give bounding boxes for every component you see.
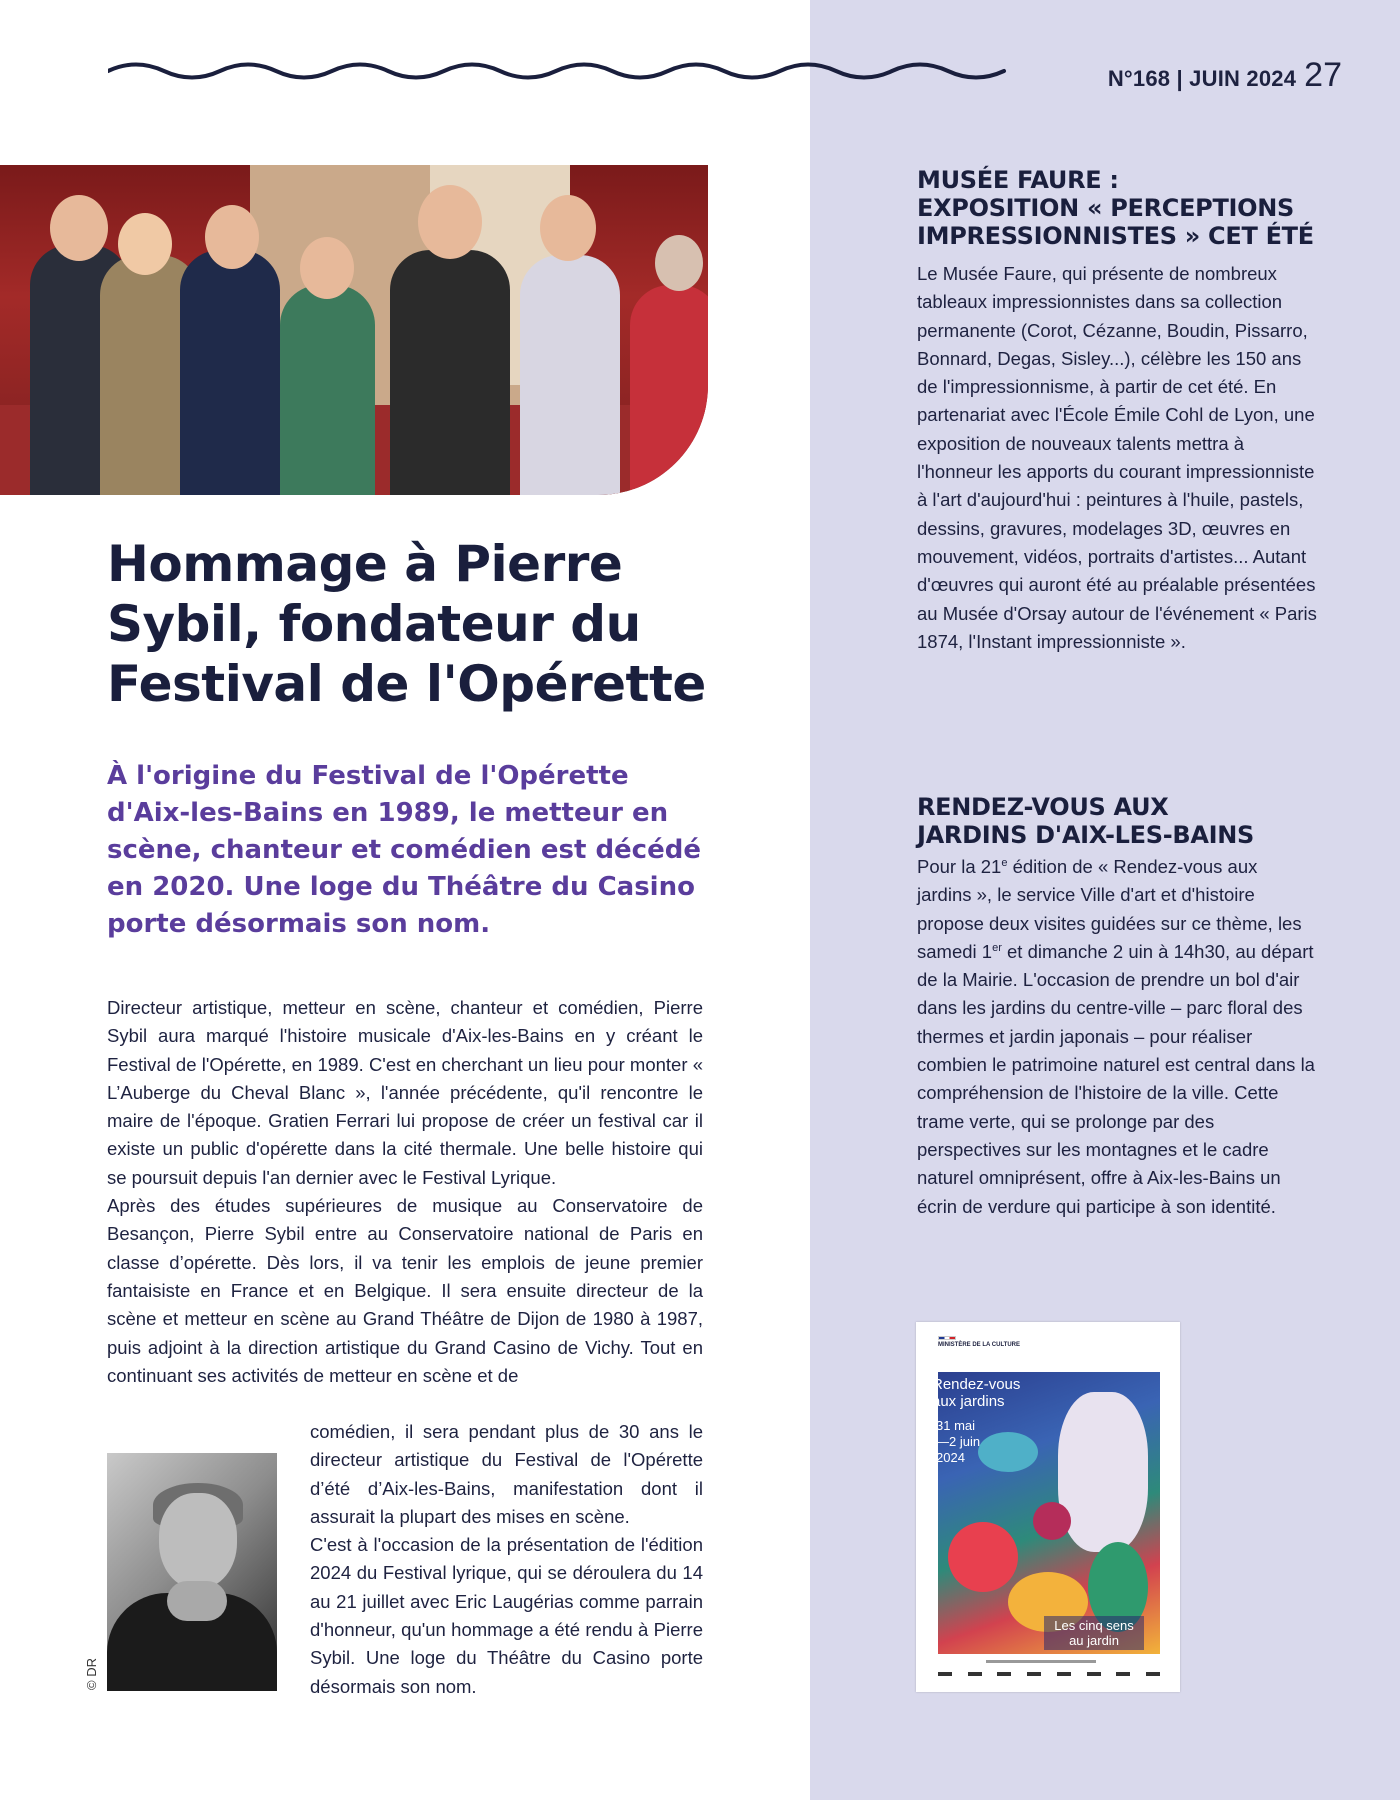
photo-person xyxy=(520,255,620,495)
gardens-section-title xyxy=(917,793,1317,849)
partner-logo xyxy=(1116,1672,1130,1676)
issue-label: N°168 | JUIN 2024 xyxy=(1107,66,1297,91)
article-title: Hommage à Pierre Sybil, fondateur du Festival de l'Opérette xyxy=(107,535,706,713)
poster-title xyxy=(932,1376,1020,1410)
photo-person xyxy=(390,250,510,495)
poster-shape xyxy=(1033,1502,1071,1540)
poster-shape xyxy=(978,1432,1038,1472)
portrait-face xyxy=(159,1493,237,1589)
article-paragraph: Après des études supérieures de musique au Conservatoire de Besançon, Pierre Sybil entre au Conservatoire national de Paris en classe d’opérette. Dès lors, il va tenir les emplois de jeune premier fantaisiste en France et en Belgique. Il sera ensuite directeur de la scène et metteur en scène au Grand Théâtre de Dijon de 1980 à 1987, puis adjoint à la direction artistique du Grand Casino de Vichy. Tout en continuant ses activités de metteur en scène et de xyxy=(107,1195,703,1386)
poster-tag-line: Les cinq sens xyxy=(1054,1618,1134,1633)
article-body-full-width xyxy=(107,994,703,1390)
partner-logo xyxy=(938,1672,952,1676)
photo-person-head xyxy=(118,213,172,275)
photo-person xyxy=(630,285,708,495)
title-line: JARDINS D'AIX-LES-BAINS xyxy=(917,821,1255,849)
partner-logo xyxy=(1057,1672,1071,1676)
article-lede: À l'origine du Festival de l'Opérette d'Aix-les-Bains en 1989, le metteur en scène, chanteur et comédien est décédé en 2020. Une loge du Théâtre du Casino porte désormais son nom. xyxy=(107,761,701,939)
photo-person xyxy=(180,250,280,495)
title-line: EXPOSITION « PERCEPTIONS xyxy=(917,194,1295,222)
museum-section-body: Le Musée Faure, qui présente de nombreux tableaux impressionnistes dans sa collection permanente (Corot, Cézanne, Boudin, Pissarro, Bonnard, Degas, Sisley...), célèbre les 150 ans de l'impressionnisme, à partir de cet été. En partenariat avec l'École Émile Cohl de Lyon, une exposition de nouveaux talents mettra à l'honneur les apports du courant impressionniste à l'art d'aujourd'hui : peintures à l'huile, pastels, dessins, gravures, modelages 3D, œuvres en mouvement, vidéos, portraits d'artistes... Autant d'œuvres qui auront été au préalable présentées au Musée d'Orsay autour de l'événement « Paris 1874, l'Instant impressionniste ». xyxy=(917,263,1317,652)
poster-shape xyxy=(948,1522,1018,1592)
poster-title-line: aux jardins xyxy=(932,1393,1005,1410)
page-number: 27 xyxy=(1304,56,1342,94)
ordinal-suffix: e xyxy=(1001,857,1008,869)
photo-person xyxy=(280,285,375,495)
title-line: MUSÉE FAURE : xyxy=(917,166,1119,194)
article-paragraph: comédien, il sera pendant plus de 30 ans le directeur artistique du Festival de l'Opérette d’été d’Aix-les-Bains, manifestation dont il assurait la plupart des mises en scène. xyxy=(310,1421,703,1527)
page-folio xyxy=(1108,56,1342,95)
photo-person-head xyxy=(300,237,354,299)
portrait-photo xyxy=(107,1453,277,1691)
museum-section-title xyxy=(917,166,1337,250)
body-segment: Pour la 21 xyxy=(917,856,1002,877)
article-paragraph: C'est à l'occasion de la présentation de l'édition 2024 du Festival lyrique, qui se déroulera du 14 au 21 juillet avec Eric Laugérias comme parrain d'honneur, qu'un hommage a été rendu à Pierre Sybil. Une loge du Théâtre du Casino porte désormais son nom. xyxy=(310,1534,703,1697)
photo-person-head xyxy=(540,195,596,261)
poster-date-line: 31 mai xyxy=(936,1418,976,1433)
group-photo xyxy=(0,165,708,495)
poster-date-line: 2024 xyxy=(936,1450,965,1465)
event-poster xyxy=(916,1322,1180,1692)
photo-person-head xyxy=(50,195,108,261)
poster-title-line: Rendez-vous xyxy=(932,1376,1021,1393)
partner-logo xyxy=(997,1672,1011,1676)
photo-person-head xyxy=(205,205,259,269)
poster-date-line: —2 juin xyxy=(936,1434,981,1449)
poster-url-line xyxy=(986,1660,1096,1663)
french-flag-icon xyxy=(938,1336,956,1340)
portrait-hand xyxy=(167,1581,227,1621)
decorative-wave-line xyxy=(108,58,1018,84)
partner-logo xyxy=(1027,1672,1041,1676)
body-segment: et dimanche 2 uin à 14h30, au départ de la Mairie. L'occasion de prendre un bol d'air dans les jardins du centre-ville – parc floral des thermes et jardin japonais – pour réaliser combien le patrimoine naturel est central dans la compréhension de l'histoire de la ville. Cette trame verte, qui se prolonge par des perspectives sur les montagnes et le cadre naturel omniprésent, offre à Aix-les-Bains un écrin de verdure qui participe à son identité. xyxy=(917,940,1315,1217)
poster-tag-line: au jardin xyxy=(1069,1633,1119,1648)
article-body-narrow xyxy=(310,1418,703,1701)
ministry-logo-text: MINISTÈRE DE LA CULTURE xyxy=(938,1342,1020,1348)
poster-partner-logos xyxy=(938,1672,1160,1678)
photo-person-head xyxy=(655,235,703,291)
ordinal-suffix: er xyxy=(992,941,1002,954)
partner-logo xyxy=(968,1672,982,1676)
title-line: IMPRESSIONNISTES » CET ÉTÉ xyxy=(917,222,1314,250)
article-paragraph: Directeur artistique, metteur en scène, chanteur et comédien, Pierre Sybil aura marqué l'histoire musicale d'Aix-les-Bains en y créant le Festival de l'Opérette, en 1989. C'est en cherchant un lieu pour monter « L’Auberge du Cheval Blanc », l'année précédente, qu'il rencontre le maire de l'époque. Gratien Ferrari lui propose de créer un festival car il existe un public d'opérette dans la cité thermale. Une belle histoire qui se poursuit depuis l'an dernier avec le Festival Lyrique. xyxy=(107,997,703,1188)
poster-shape xyxy=(1058,1392,1148,1552)
poster-dates xyxy=(936,1418,980,1466)
photo-person-head xyxy=(418,185,482,259)
body-segment: édition de « Rendez-vous aux jardins », le service Ville d'art et d'histoire propose deux visites guidées sur ce thème, les samedi 1 xyxy=(917,856,1302,962)
title-line: RENDEZ-VOUS AUX xyxy=(917,793,1169,821)
partner-logo xyxy=(1146,1672,1160,1676)
photo-credit: © DR xyxy=(84,1658,99,1690)
poster-tagline xyxy=(1044,1616,1144,1650)
partner-logo xyxy=(1087,1672,1101,1676)
ministry-logo xyxy=(938,1336,1020,1349)
gardens-section-body xyxy=(917,853,1317,1221)
poster-illustration xyxy=(938,1372,1160,1654)
